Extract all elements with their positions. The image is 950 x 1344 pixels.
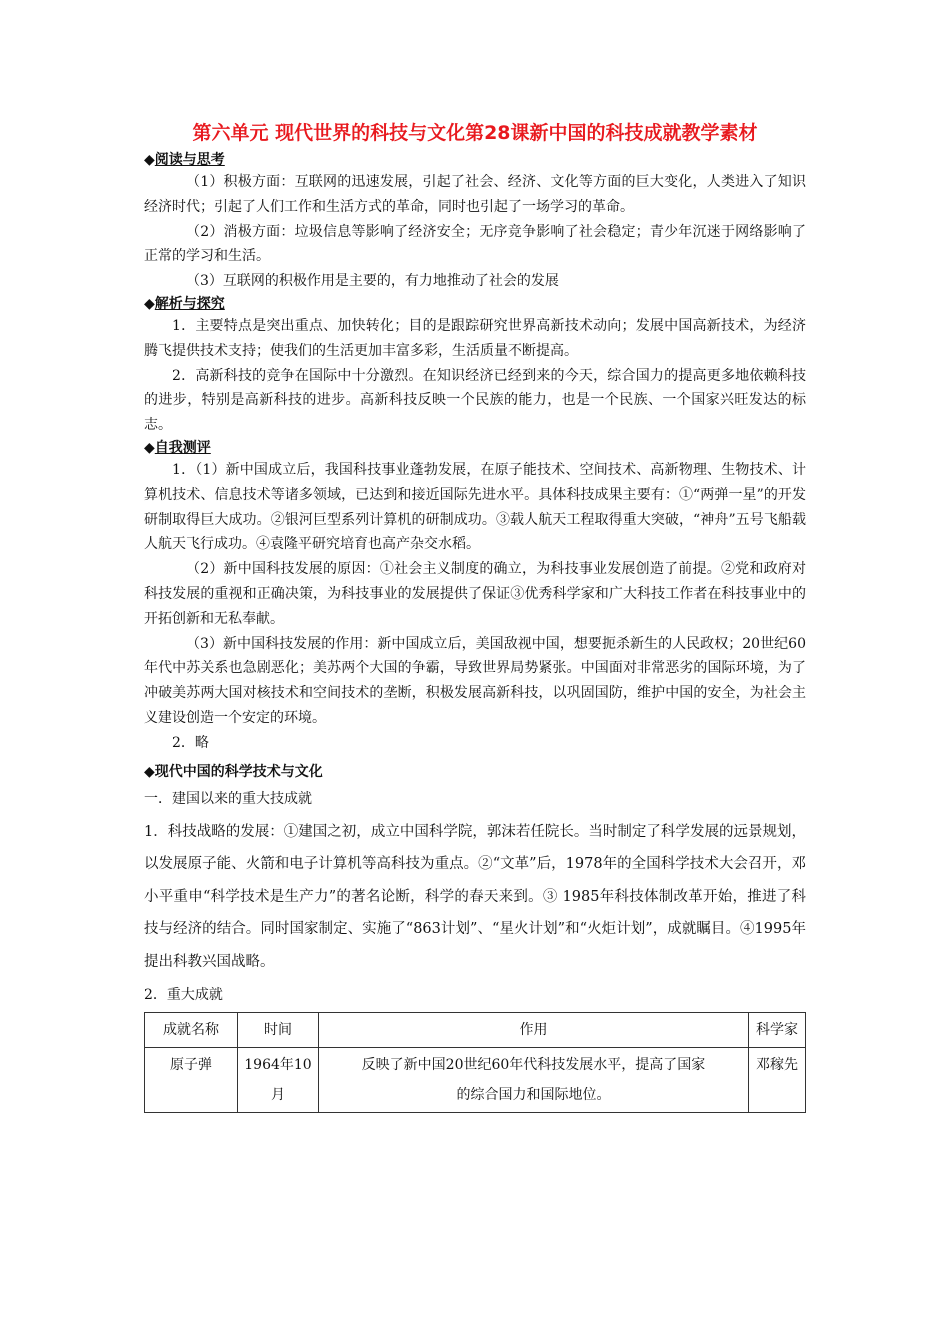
paragraph: （1）积极方面：互联网的迅速发展，引起了社会、经济、文化等方面的巨大变化，人类进入了知识经济时代；引起了人们工作和生活方式的革命，同时也引起了一场学习的革命。 bbox=[144, 174, 806, 215]
paragraph: 1．主要特点是突出重点、加快转化；目的是跟踪研究世界高新技术动向；发展中国高新技术，为经济腾飞提供技术支持；使我们的生活更加丰富多彩，生活质量不断提高。 bbox=[144, 317, 806, 359]
paragraph: （2）消极方面：垃圾信息等影响了经济安全；无序竞争影响了社会稳定；青少年沉迷于网络影响了正常的学习和生活。 bbox=[144, 223, 806, 265]
table-header-cell: 科学家 bbox=[749, 1013, 806, 1048]
section-heading-text: 阅读与思考 bbox=[154, 152, 225, 168]
paragraph: 2．略 bbox=[172, 734, 209, 751]
subheading: 2．重大成就 bbox=[144, 987, 223, 1004]
section-heading-text: 解析与探究 bbox=[154, 295, 225, 312]
achievements-table bbox=[144, 1012, 806, 1113]
section-heading-text: 自我测评 bbox=[154, 439, 211, 456]
table-header-cell: 时间 bbox=[238, 1013, 319, 1048]
table-header-row bbox=[145, 1013, 806, 1048]
table-cell: 1964年10月 bbox=[238, 1048, 319, 1113]
paragraph: （3）互联网的积极作用是主要的，有力地推动了社会的发展 bbox=[186, 273, 559, 290]
subheading: 一．建国以来的重大技成就 bbox=[144, 790, 312, 807]
paragraph: （2）新中国科技发展的原因：①社会主义制度的确立，为科技事业发展创造了前提。②党和政府对科技发展的重视和正确决策，为科技事业的发展提供了保证③优秀科学家和广大科技工作者在科技事业中的开拓创新和无私奉献。 bbox=[144, 561, 806, 627]
table-row bbox=[145, 1048, 806, 1113]
table-cell: 邓稼先 bbox=[749, 1048, 806, 1113]
section-heading-reading: ◆阅读与思考 bbox=[144, 152, 225, 168]
section-heading-text: 现代中国的科学技术与文化 bbox=[154, 763, 323, 780]
section-heading-analysis: ◆解析与探究 bbox=[144, 295, 225, 312]
paragraph: 1．（1）新中国成立后，我国科技事业蓬勃发展，在原子能技术、空间技术、高新物理、生物技术、计算机技术、信息技术等诸多领域，已达到和接近国际先进水平。具体科技成果主要有：①“两弹一星”的开发研制取得巨大成功。②银河巨型系列计算机的研制成功。③载人航天工程取得重大突破，“神舟”五号飞船载人航天飞行成功。④袁隆平研究培育也高产杂交水稻。 bbox=[144, 461, 806, 553]
page-title: 第六单元 现代世界的科技与文化第28课新中国的科技成就教学素材 bbox=[192, 122, 758, 144]
table-cell: 反映了新中国20世纪60年代科技发展水平，提高了国家的综合国力和国际地位。 bbox=[319, 1048, 749, 1113]
document-page bbox=[144, 120, 806, 1113]
section-heading-selftest: ◆自我测评 bbox=[144, 439, 211, 456]
section-heading-modern: ◆现代中国的科学技术与文化 bbox=[144, 763, 323, 780]
table-header-cell: 成就名称 bbox=[145, 1013, 238, 1048]
paragraph: 1．科技战略的发展：①建国之初，成立中国科学院，郭沫若任院长。当时制定了科学发展的远景规划，以发展原子能、火箭和电子计算机等高科技为重点。②“文革”后，1978年的全国科学技术大会召开，邓小平重申“科学技术是生产力”的著名论断，科学的春天来到。③ 1985年科技体制改革开始，推进了科技与经济的结合。同时国家制定、实施了“863计划”、“星火计划”和“火炬计划”，成就瞩目。④1995年提出科教兴国战略。 bbox=[144, 823, 806, 970]
table-header-cell: 作用 bbox=[319, 1013, 749, 1048]
table-cell: 原子弹 bbox=[145, 1048, 238, 1113]
paragraph: 2．高新科技的竞争在国际中十分激烈。在知识经济已经到来的今天，综合国力的提高更多地依赖科技的进步，特别是高新科技的进步。高新科技反映一个民族的能力，也是一个民族、一个国家兴旺发达的标志。 bbox=[144, 367, 806, 434]
paragraph: （3）新中国科技发展的作用：新中国成立后，美国敌视中国，想要扼杀新生的人民政权；20世纪60年代中苏关系也急剧恶化；美苏两个大国的争霸，导致世界局势紧张。中国面对非常恶劣的国际环境，为了冲破美苏两大国对核技术和空间技术的垄断，积极发展高新科技，以巩固国防，维护中国的安全，为社会主义建设创造一个安定的环境。 bbox=[144, 635, 806, 726]
